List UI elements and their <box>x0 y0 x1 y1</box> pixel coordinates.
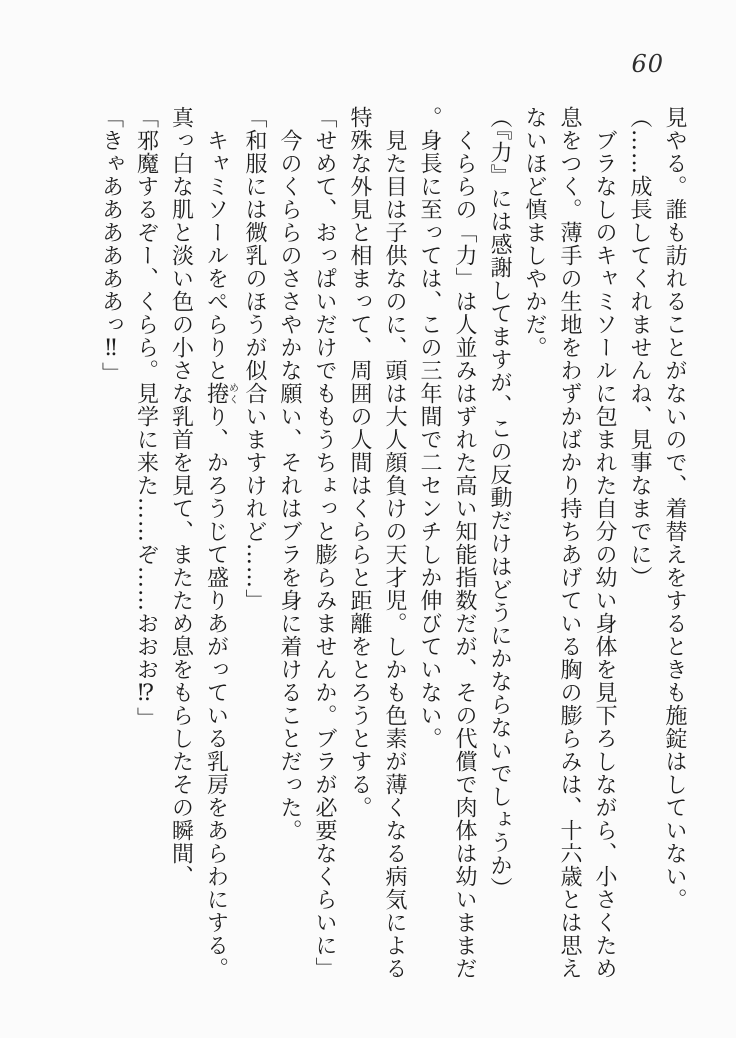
paragraph: ブラなしのキャミソールに包まれた自分の幼い身体を見下ろしながら、小さくため息をつく。薄手の生地をわずかばかり持ちあげている胸の膨らみは、十六歳とは思えないほど慎ましやかだ。 <box>522 106 617 980</box>
paragraph: くららの「力」は人並みはずれた高い知能指数だが、その代償で肉体は幼いままだ。身長に至っては、この三年間で二センチしか伸びていない。 <box>417 106 477 980</box>
paragraph: （……成長してくれませんね、見事なまでに） <box>627 106 652 589</box>
paragraph: 見やる。誰も訪れることがないので、着替えをするときも施錠はしていない。 <box>662 106 687 911</box>
paragraph: 「きゃああああああっ‼」 <box>98 106 124 385</box>
paragraph: キャミソールをぺらりと捲めくり、かろうじて盛りあがっている乳房をあらわにする。真っ白な肌と淡い色の小さな乳首を見て、またため息をもらしたその瞬間、 <box>168 106 238 980</box>
paragraph: （『力』には感謝してますが、この反動だけはどうにかならないでしょうか） <box>487 106 512 900</box>
paragraph: 「邪魔するぞー、くらら。見学に来た……ぞ……おおお⁉」 <box>133 106 159 730</box>
ruby-annotated-kanji: 捲めく <box>203 382 238 405</box>
paragraph: 見た目は子供なのに、頭は大人顔負けの天才児。しかも色素が薄くなる病気による特殊な外見と相まって、周囲の人間はくららと距離をとろうとする。 <box>347 106 407 980</box>
page-number: 60 <box>631 50 664 78</box>
paragraph: 「和服には微乳のほうが似合いますけれど……」 <box>242 106 267 612</box>
paragraph: 今のくららのささやかな願い、それはブラを身に着けることだった。 <box>277 129 302 842</box>
page-text <box>94 106 693 984</box>
paragraph: 「せめて、おっぱいだけでももうちょっと膨らみませんか。ブラが必要なくらいに」 <box>312 106 337 980</box>
